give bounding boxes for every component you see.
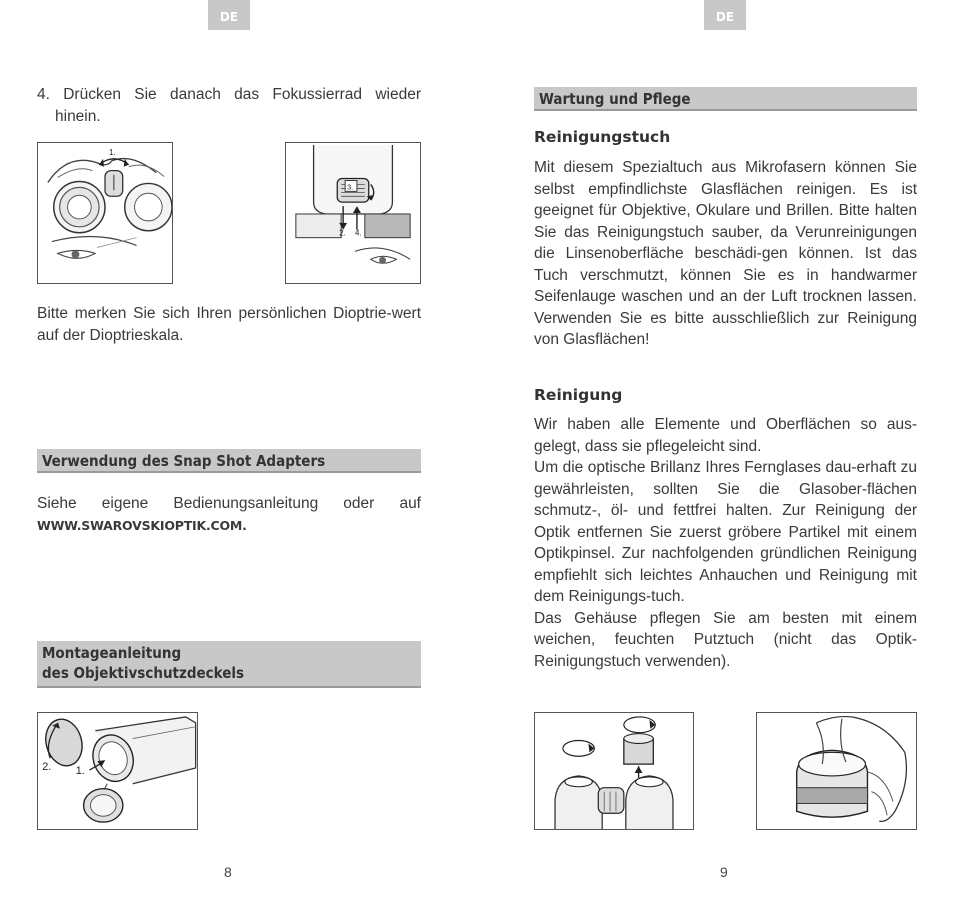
step-4-text bbox=[37, 84, 421, 127]
montage-heading bbox=[37, 641, 421, 688]
snap-shot-heading: Verwendung des Snap Shot Adapters bbox=[37, 449, 421, 473]
montage-heading-line-1: Montageanleitung bbox=[42, 644, 182, 662]
cap-step-1-label: 1. bbox=[75, 764, 85, 777]
cleaning-paragraph-1: Wir haben alle Elemente und Oberflächen so aus-gelegt, dass sie pflegeleicht sind. bbox=[534, 416, 917, 455]
swarovski-url[interactable]: WWW.SWAROVSKIOPTIK.COM. bbox=[37, 517, 247, 533]
language-tab-right: DE bbox=[704, 0, 746, 30]
snap-shot-text bbox=[37, 493, 421, 536]
objective-cap-illustration bbox=[38, 713, 197, 829]
wheel-step-3-label: 3. bbox=[347, 182, 354, 192]
eyepiece-illustration bbox=[535, 713, 693, 829]
cleaning-text bbox=[534, 414, 917, 672]
dioptre-note: Bitte merken Sie sich Ihren persönlichen Dioptrie-wert auf der Dioptrieskala. bbox=[37, 305, 421, 344]
cleaning-cloth-subhead: Reinigungstuch bbox=[534, 128, 671, 146]
figure-cleaning-cloth bbox=[756, 712, 917, 830]
focus-wheel-illustration bbox=[286, 143, 420, 283]
cleaning-cloth-illustration bbox=[757, 713, 916, 829]
montage-heading-line-2: des Objektivschutzdeckels bbox=[42, 664, 245, 682]
focus-step-label: 1. bbox=[108, 147, 116, 157]
figure-focus-wheel-arrows bbox=[285, 142, 421, 284]
cleaning-paragraph-2: Um die optische Brillanz Ihres Fernglases dau-erhaft zu gewährleisten, sollten Sie die Glasober-flächen schmutz-, öl- und fettfrei halten. Zur Reinigung der Optik entfernen Sie zuerst gröbere Partikel mit einem Optikpinsel. Zur nachfolgenden gründlichen Reinigung empfiehlt sich leichtes Anhauchen und Reinigung mit dem Reinigungs-tuch. bbox=[534, 459, 917, 605]
care-heading: Wartung und Pflege bbox=[534, 87, 917, 111]
cleaning-subhead: Reinigung bbox=[534, 386, 623, 404]
figure-eyepiece-removal bbox=[534, 712, 694, 830]
page-number-right: 9 bbox=[720, 864, 728, 880]
focus-hands-illustration bbox=[38, 143, 172, 283]
wheel-step-4-label: 4. bbox=[354, 228, 362, 238]
snap-shot-line: Siehe eigene Bedienungsanleitung oder auf bbox=[37, 495, 421, 512]
figure-focus-wheel-hands bbox=[37, 142, 173, 284]
cleaning-cloth-text: Mit diesem Spezialtuch aus Mikrofasern können Sie selbst empfindlichste Glasflächen reinigen. Es ist geeignet für Objektive, Okulare und Brillen. Bitte halten Sie das Reinigungstuch sauber, da Verunreinigungen die Linsenoberfläche beschädi-gen können. Ist das Tuch verschmutzt, können Sie es in handwarmer Seifenlauge waschen und an der Luft trocknen lassen. Verwenden Sie es bitte ausschließlich zur Reinigung von Glasflächen! bbox=[534, 159, 917, 348]
wheel-step-2-label: 2. bbox=[339, 228, 346, 238]
figure-objective-cap bbox=[37, 712, 198, 830]
page-number-left: 8 bbox=[224, 864, 232, 880]
cap-step-2-label: 2. bbox=[42, 761, 52, 774]
language-tab-left: DE bbox=[208, 0, 250, 30]
cleaning-paragraph-3: Das Gehäuse pflegen Sie am besten mit einem weichen, feuchten Putztuch (nicht das Optik-Reinigungstuch verwenden). bbox=[534, 609, 917, 670]
step-4-line-1: 4. Drücken Sie danach das Fokussierrad wieder bbox=[37, 86, 421, 103]
step-4-line-2: hinein. bbox=[55, 107, 101, 125]
